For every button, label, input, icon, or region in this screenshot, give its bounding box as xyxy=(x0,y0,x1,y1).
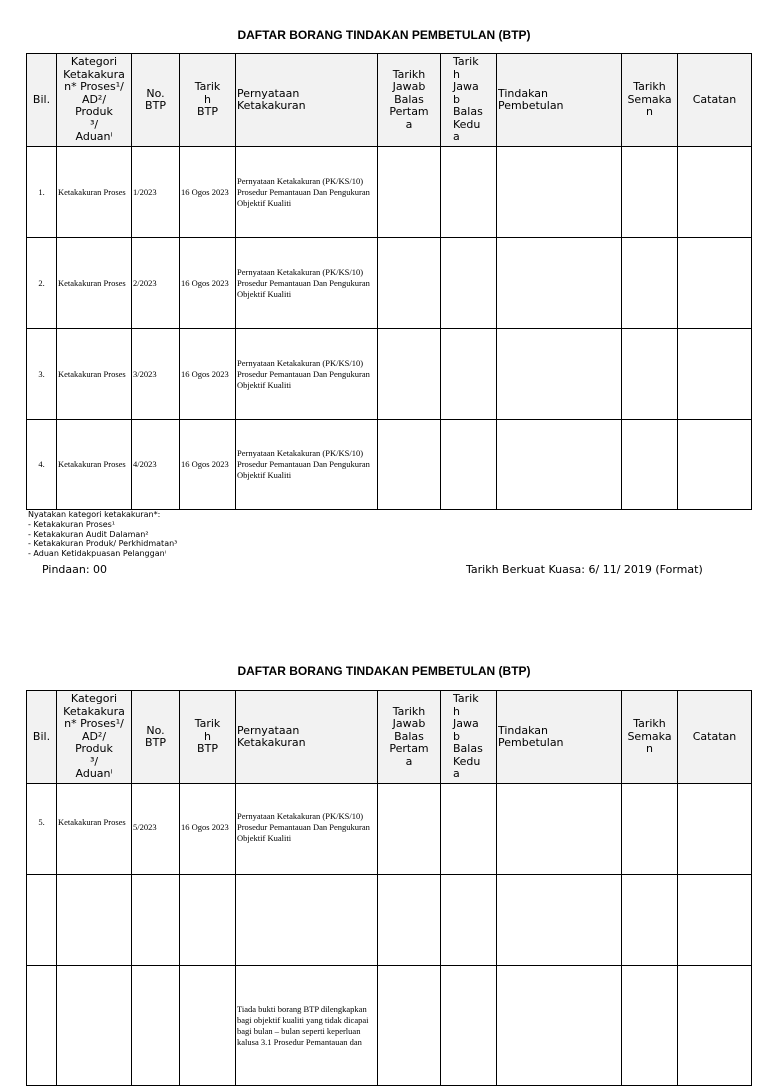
cell-kategori: Ketakakuran Proses xyxy=(57,238,132,329)
header-tindakan: Tindakan Pembetulan xyxy=(497,54,622,147)
cell-tarikh: 16 Ogos 2023 xyxy=(180,784,236,875)
cell-kategori: Ketakakuran Proses xyxy=(57,420,132,510)
table-row xyxy=(27,238,752,329)
cell-kategori xyxy=(57,966,132,1086)
header-kategori: Kategori Ketakakura n* Proses¹/ AD²/ Produk ³/ Aduanⁱ xyxy=(57,54,132,147)
header-semakan: Tarikh Semaka n xyxy=(622,691,678,784)
cell-bil: 2. xyxy=(27,238,57,329)
cell-catatan xyxy=(678,784,752,875)
cell-tindakan xyxy=(497,420,622,510)
cell-jawab-pertama xyxy=(378,329,441,420)
cell-tarikh xyxy=(180,966,236,1086)
cell-jawab-kedua xyxy=(441,329,497,420)
cell-semakan xyxy=(622,147,678,238)
category-notes xyxy=(28,510,177,559)
cell-tindakan xyxy=(497,875,622,966)
cell-kategori: Ketakakuran Proses xyxy=(57,784,132,875)
cell-semakan xyxy=(622,875,678,966)
note-line: - Ketakakuran Proses¹ xyxy=(28,519,116,529)
table-row xyxy=(27,875,752,966)
header-jawab-kedua: Tarik h Jawa b Balas Kedu a xyxy=(441,54,497,147)
cell-no-btp xyxy=(132,875,180,966)
cell-jawab-pertama xyxy=(378,147,441,238)
cell-tarikh: 16 Ogos 2023 xyxy=(180,420,236,510)
cell-jawab-pertama xyxy=(378,784,441,875)
header-row xyxy=(27,54,752,147)
pindaan-label: Pindaan: 00 xyxy=(42,563,108,576)
cell-tarikh xyxy=(180,875,236,966)
cell-pernyataan: Pernyataan Ketakakuran (PK/KS/10) Prosedur Pemantauan Dan Pengukuran Objektif Kualiti xyxy=(236,147,378,238)
cell-kategori xyxy=(57,875,132,966)
header-kategori: Kategori Ketakakura n* Proses¹/ AD²/ Produk ³/ Aduanⁱ xyxy=(57,691,132,784)
cell-tindakan xyxy=(497,238,622,329)
header-pernyataan: Pernyataan Ketakakuran xyxy=(236,691,378,784)
cell-pernyataan: Tiada bukti borang BTP dilengkapkan bagi objektif kualiti yang tidak dicapai bagi bulan – bulan seperti keperluan kalusa 3.1 Prosedur Pemantauan dan xyxy=(236,966,378,1086)
header-no-btp: No. BTP xyxy=(132,691,180,784)
cell-bil: 5. xyxy=(27,784,57,875)
cell-pernyataan xyxy=(236,875,378,966)
cell-kategori: Ketakakuran Proses xyxy=(57,329,132,420)
cell-jawab-kedua xyxy=(441,966,497,1086)
cell-jawab-kedua xyxy=(441,875,497,966)
cell-pernyataan: Pernyataan Ketakakuran (PK/KS/10) Prosedur Pemantauan Dan Pengukuran Objektif Kualiti xyxy=(236,238,378,329)
cell-jawab-kedua xyxy=(441,147,497,238)
cell-no-btp: 2/2023 xyxy=(132,238,180,329)
cell-catatan xyxy=(678,420,752,510)
cell-no-btp: 5/2023 xyxy=(132,784,180,875)
btp-table-page-2 xyxy=(26,690,752,966)
cell-tindakan xyxy=(497,966,622,1086)
cell-jawab-kedua xyxy=(441,420,497,510)
note-line: - Aduan Ketidakpuasan Pelangganⁱ xyxy=(28,549,167,559)
header-tarikh-btp: Tarik h BTP xyxy=(180,691,236,784)
table-row xyxy=(27,966,752,1086)
partial-row-table xyxy=(26,965,752,1086)
cell-bil xyxy=(27,966,57,1086)
cell-no-btp: 4/2023 xyxy=(132,420,180,510)
cell-tarikh: 16 Ogos 2023 xyxy=(180,329,236,420)
cell-tarikh: 16 Ogos 2023 xyxy=(180,147,236,238)
cell-bil: 4. xyxy=(27,420,57,510)
cell-bil xyxy=(27,875,57,966)
cell-tarikh: 16 Ogos 2023 xyxy=(180,238,236,329)
cell-tindakan xyxy=(497,147,622,238)
cell-jawab-pertama xyxy=(378,420,441,510)
cell-pernyataan: Pernyataan Ketakakuran (PK/KS/10) Prosedur Pemantauan Dan Pengukuran Objektif Kualiti xyxy=(236,420,378,510)
cell-catatan xyxy=(678,966,752,1086)
cell-no-btp: 1/2023 xyxy=(132,147,180,238)
header-catatan: Catatan xyxy=(678,54,752,147)
header-jawab-kedua: Tarik h Jawa b Balas Kedu a xyxy=(441,691,497,784)
cell-jawab-pertama xyxy=(378,966,441,1086)
header-catatan: Catatan xyxy=(678,691,752,784)
note-line: Nyatakan kategori ketakakuran*: xyxy=(28,510,161,519)
header-jawab-pertama: Tarikh Jawab Balas Pertam a xyxy=(378,54,441,147)
cell-catatan xyxy=(678,875,752,966)
cell-kategori: Ketakakuran Proses xyxy=(57,147,132,238)
header-pernyataan: Pernyataan Ketakakuran xyxy=(236,54,378,147)
header-tindakan: Tindakan Pembetulan xyxy=(497,691,622,784)
cell-no-btp: 3/2023 xyxy=(132,329,180,420)
cell-tindakan xyxy=(497,784,622,875)
header-no-btp: No. BTP xyxy=(132,54,180,147)
cell-semakan xyxy=(622,966,678,1086)
table-row xyxy=(27,329,752,420)
header-bil: Bil. xyxy=(27,54,57,147)
cell-semakan xyxy=(622,784,678,875)
cell-pernyataan: Pernyataan Ketakakuran (PK/KS/10) Prosedur Pemantauan Dan Pengukuran Objektif Kualiti xyxy=(236,329,378,420)
page-title-2: DAFTAR BORANG TINDAKAN PEMBETULAN (BTP) xyxy=(237,664,531,678)
cell-tindakan xyxy=(497,329,622,420)
cell-jawab-pertama xyxy=(378,238,441,329)
btp-table-page-1 xyxy=(26,53,752,510)
header-bil: Bil. xyxy=(27,691,57,784)
cell-jawab-kedua xyxy=(441,238,497,329)
table-row xyxy=(27,147,752,238)
cell-catatan xyxy=(678,329,752,420)
cell-bil: 3. xyxy=(27,329,57,420)
table-row xyxy=(27,420,752,510)
cell-no-btp xyxy=(132,966,180,1086)
header-row xyxy=(27,691,752,784)
header-semakan: Tarikh Semaka n xyxy=(622,54,678,147)
cell-catatan xyxy=(678,147,752,238)
cell-semakan xyxy=(622,420,678,510)
table-row xyxy=(27,784,752,875)
note-line: - Ketakakuran Produk/ Perkhidmatan³ xyxy=(28,539,178,549)
partial-row-container xyxy=(26,965,753,1047)
cell-semakan xyxy=(622,238,678,329)
note-line: - Ketakakuran Audit Dalaman² xyxy=(28,529,149,539)
cell-semakan xyxy=(622,329,678,420)
cell-jawab-kedua xyxy=(441,784,497,875)
header-jawab-pertama: Tarikh Jawab Balas Pertam a xyxy=(378,691,441,784)
cell-jawab-pertama xyxy=(378,875,441,966)
page-title: DAFTAR BORANG TINDAKAN PEMBETULAN (BTP) xyxy=(237,28,531,42)
header-tarikh-btp: Tarik h BTP xyxy=(180,54,236,147)
cell-pernyataan: Pernyataan Ketakakuran (PK/KS/10) Prosedur Pemantauan Dan Pengukuran Objektif Kualiti xyxy=(236,784,378,875)
cell-catatan xyxy=(678,238,752,329)
effective-date-label: Tarikh Berkuat Kuasa: 6/ 11/ 2019 (Format) xyxy=(466,563,703,576)
cell-bil: 1. xyxy=(27,147,57,238)
